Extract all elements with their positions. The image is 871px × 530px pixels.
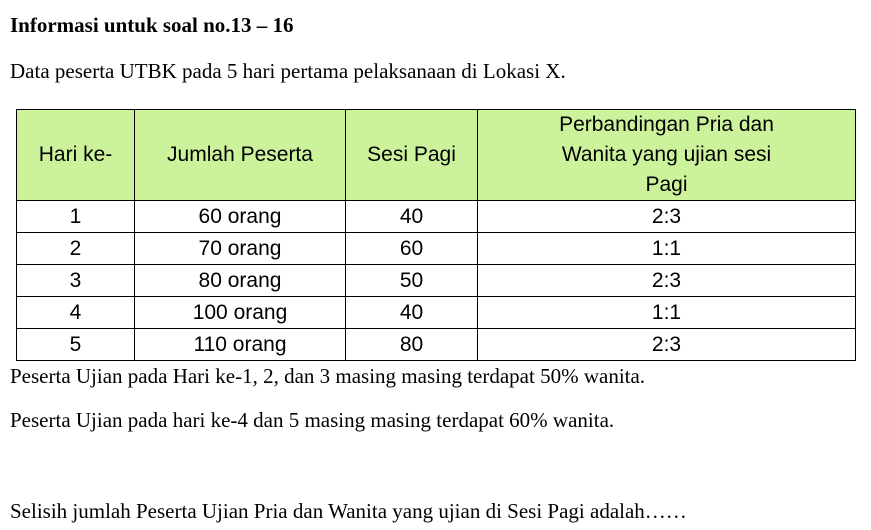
cell-perbandingan: 2:3 [478,201,856,233]
table-row [17,329,856,361]
table-row [17,297,856,329]
header-jumlah-peserta: Jumlah Peserta [135,110,346,201]
cell-sesi-pagi: 40 [346,297,478,329]
cell-sesi-pagi: 40 [346,201,478,233]
question-text: Selisih jumlah Peserta Ujian Pria dan Wanita yang ujian di Sesi Pagi adalah…… [10,499,687,523]
table-row [17,233,856,265]
cell-hari: 1 [17,201,135,233]
participant-table [16,109,856,361]
table-header-row [17,110,856,201]
cell-sesi-pagi: 60 [346,233,478,265]
cell-hari: 5 [17,329,135,361]
note-days-4-5: Peserta Ujian pada hari ke-4 dan 5 masing masing terdapat 60% wanita. [10,408,615,432]
cell-perbandingan: 2:3 [478,329,856,361]
cell-perbandingan: 1:1 [478,297,856,329]
cell-hari: 2 [17,233,135,265]
cell-perbandingan: 1:1 [478,233,856,265]
intro-text: Data peserta UTBK pada 5 hari pertama pelaksanaan di Lokasi X. [10,59,566,83]
cell-jumlah: 80 orang [135,265,346,297]
cell-jumlah: 100 orang [135,297,346,329]
cell-perbandingan: 2:3 [478,265,856,297]
cell-sesi-pagi: 80 [346,329,478,361]
cell-jumlah: 110 orang [135,329,346,361]
cell-hari: 3 [17,265,135,297]
cell-jumlah: 60 orang [135,201,346,233]
header-perbandingan: Perbandingan Pria dan Wanita yang ujian sesi Pagi [478,110,856,201]
cell-hari: 4 [17,297,135,329]
header-hari: Hari ke- [17,110,135,201]
note-days-1-3: Peserta Ujian pada Hari ke-1, 2, dan 3 masing masing terdapat 50% wanita. [10,364,646,388]
header-sesi-pagi: Sesi Pagi [346,110,478,201]
table-row [17,265,856,297]
cell-sesi-pagi: 50 [346,265,478,297]
cell-jumlah: 70 orang [135,233,346,265]
table-row [17,201,856,233]
section-heading: Informasi untuk soal no.13 – 16 [10,13,294,37]
